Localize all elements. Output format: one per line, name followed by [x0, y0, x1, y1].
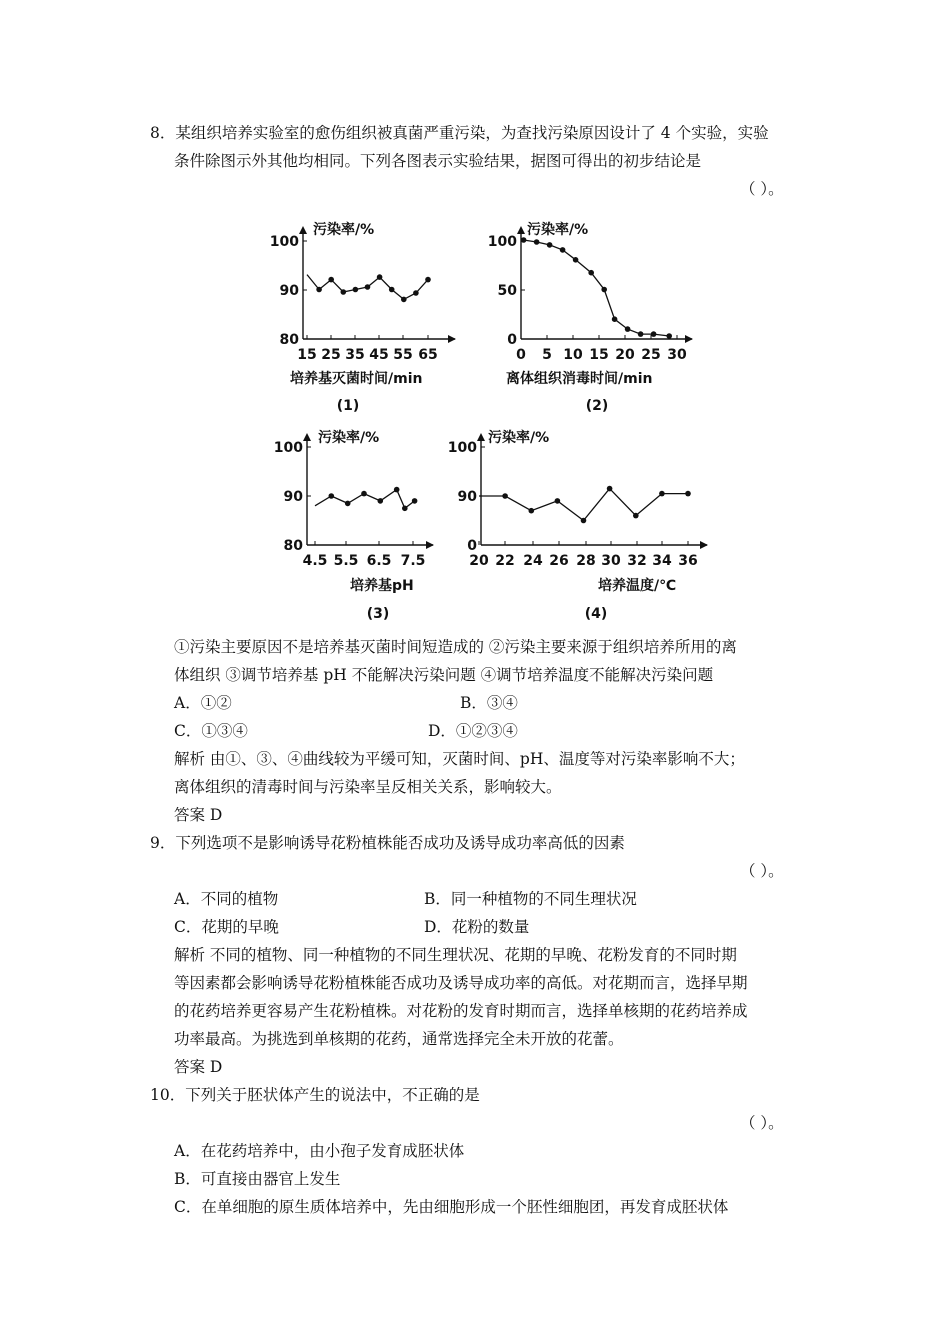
y-tick-label: 80 [283, 538, 303, 554]
chart-caption: (1) [336, 398, 360, 414]
data-point [341, 289, 347, 295]
x-tick-label: 0 [516, 347, 526, 363]
q8-explanation-line2: 离体组织的清毒时间与污染率呈反相关关系，影响较大。 [174, 778, 562, 796]
data-point [353, 287, 359, 293]
data-point [685, 491, 691, 497]
data-point [666, 333, 672, 339]
x-tick-label: 36 [678, 553, 698, 569]
x-axis-title: 培养基pH [350, 578, 414, 594]
data-point [560, 247, 566, 253]
q9-explanation-line2: 等因素都会影响诱导花粉植株能否成功及诱导成功率的高低。对花期而言，选择早期 [174, 974, 748, 992]
data-point [378, 498, 384, 504]
x-tick-label: 25 [641, 347, 661, 363]
data-point [402, 506, 408, 512]
y-tick-label: 50 [497, 283, 517, 299]
q10-option-a: A．在花药培养中，由小孢子发育成胚状体 [174, 1142, 465, 1160]
x-axis-arrow [448, 335, 456, 343]
x-axis-arrow [685, 335, 693, 343]
x-tick-label: 7.5 [400, 553, 426, 569]
q8-stem-line2: 条件除图示外其他均相同。下列各图表示实验结果，据图可得出的初步结论是 [174, 152, 702, 170]
x-tick-label: 28 [576, 553, 596, 569]
x-tick-label: 32 [627, 553, 647, 569]
x-tick-label: 6.5 [366, 553, 392, 569]
data-point [612, 316, 618, 322]
q10-answer-paren: （ ）。 [740, 1114, 784, 1132]
data-point [329, 493, 335, 499]
x-tick-label: 15 [297, 347, 317, 363]
y-axis-title: 污染率/% [488, 430, 550, 446]
q8-option-c: C．①③④ [174, 722, 248, 740]
x-tick-label: 55 [393, 347, 413, 363]
chart-1 [270, 221, 456, 414]
q8-explanation-line1: 解析 由①、③、④曲线较为平缓可知，灭菌时间、pH、温度等对污染率影响不大； [174, 750, 745, 768]
x-tick-label: 15 [589, 347, 609, 363]
data-point [394, 487, 400, 493]
y-axis-arrow [477, 433, 485, 441]
q10-option-c: C．在单细胞的原生质体培养中，先由细胞形成一个胚性细胞团，再发育成胚状体 [174, 1198, 729, 1216]
data-point [651, 331, 657, 337]
y-axis-title: 污染率/% [527, 222, 589, 238]
data-point [633, 513, 639, 519]
x-tick-label: 34 [652, 553, 672, 569]
q9-explanation-line4: 功率最高。为挑选到单核期的花药，通常选择完全未开放的花蕾。 [174, 1030, 624, 1048]
q9-option-c: C．花期的早晚 [174, 918, 279, 936]
x-tick-label: 20 [469, 553, 489, 569]
q9-answer-paren: （ ）。 [740, 862, 784, 880]
chart-caption: (3) [366, 606, 390, 622]
y-tick-label: 80 [279, 332, 299, 348]
data-point [581, 518, 587, 524]
x-tick-label: 35 [345, 347, 365, 363]
y-tick-label: 0 [467, 538, 477, 554]
x-tick-label: 65 [418, 347, 438, 363]
data-point [638, 331, 644, 337]
x-tick-label: 4.5 [302, 553, 328, 569]
q9-answer: 答案 D [174, 1058, 223, 1076]
series-line [479, 489, 688, 521]
q10-option-b: B．可直接由器官上发生 [174, 1170, 341, 1188]
x-axis-title: 离体组织消毒时间/min [506, 371, 653, 387]
q8-option-b: B．③④ [460, 694, 518, 712]
data-point [521, 237, 527, 243]
data-point [588, 270, 594, 276]
data-point [345, 501, 351, 507]
q10-stem: 10．下列关于胚状体产生的说法中，不正确的是 [150, 1086, 480, 1104]
x-tick-label: 22 [495, 553, 515, 569]
data-point [547, 242, 553, 248]
y-axis-title: 污染率/% [318, 430, 380, 446]
data-point [401, 297, 407, 303]
y-tick-label: 100 [447, 440, 477, 456]
x-tick-label: 25 [321, 347, 341, 363]
data-point [328, 277, 334, 283]
x-tick-label: 10 [563, 347, 583, 363]
data-point [412, 498, 418, 504]
x-tick-label: 24 [523, 553, 543, 569]
data-point [502, 493, 508, 499]
q8-option-a: A．①② [174, 694, 232, 712]
data-point [377, 274, 383, 280]
data-point [365, 284, 371, 290]
q8-answer-paren: （ ）。 [740, 180, 784, 198]
q9-option-d: D．花粉的数量 [424, 918, 530, 936]
x-tick-label: 45 [369, 347, 389, 363]
series-line [524, 240, 670, 336]
x-axis-arrow [700, 541, 708, 549]
q8-option-d: D．①②③④ [428, 722, 518, 740]
q8-stem-line1: 8．某组织培养实验室的愈伤组织被真菌严重污染，为查找污染原因设计了 4 个实验，实验 [150, 124, 769, 142]
y-axis-arrow [517, 226, 525, 234]
x-tick-label: 5 [542, 347, 552, 363]
x-tick-label: 30 [667, 347, 687, 363]
data-point [659, 491, 665, 497]
data-point [361, 491, 367, 497]
y-tick-label: 100 [273, 440, 303, 456]
data-point [573, 257, 579, 263]
data-point [534, 239, 540, 245]
data-point [555, 498, 561, 504]
x-tick-label: 5.5 [333, 553, 359, 569]
data-point [607, 486, 613, 492]
y-tick-label: 0 [507, 332, 517, 348]
data-point [529, 508, 535, 514]
q8-answer: 答案 D [174, 806, 223, 824]
x-tick-label: 20 [615, 347, 635, 363]
y-tick-label: 90 [279, 283, 299, 299]
q9-explanation-line3: 的花药培养更容易产生花粉植株。对花粉的发育时期而言，选择单核期的花药培养成 [174, 1002, 748, 1020]
q9-option-b: B．同一种植物的不同生理状况 [424, 890, 637, 908]
data-point [389, 287, 395, 293]
q8-statement-line2: 体组织 ③调节培养基 pH 不能解决污染问题 ④调节培养温度不能解决污染问题 [174, 666, 714, 684]
chart-caption: (2) [585, 398, 609, 414]
y-tick-label: 100 [487, 234, 517, 250]
chart-caption: (4) [584, 606, 608, 622]
x-tick-label: 30 [601, 553, 621, 569]
q8-statement-line1: ①污染主要原因不是培养基灭菌时间短造成的 ②污染主要来源于组织培养所用的离 [174, 638, 737, 656]
y-tick-label: 90 [283, 489, 303, 505]
data-point [316, 287, 322, 293]
x-axis-arrow [426, 541, 434, 549]
q9-explanation-line1: 解析 不同的植物、同一种植物的不同生理状况、花期的早晚、花粉发育的不同时期 [174, 946, 737, 964]
y-tick-label: 100 [269, 234, 299, 250]
q9-option-a: A．不同的植物 [174, 890, 279, 908]
chart-4 [448, 429, 708, 622]
y-axis-title: 污染率/% [313, 222, 375, 238]
data-point [601, 287, 607, 293]
y-tick-label: 90 [457, 489, 477, 505]
y-axis-arrow [303, 433, 311, 441]
x-tick-label: 26 [549, 553, 569, 569]
x-axis-title: 培养温度/℃ [598, 578, 677, 594]
y-axis-arrow [299, 226, 307, 234]
data-point [625, 326, 631, 332]
data-point [425, 277, 431, 283]
chart-3 [274, 429, 434, 622]
chart-2 [488, 221, 693, 414]
x-axis-title: 培养基灭菌时间/min [290, 371, 423, 387]
data-point [413, 290, 419, 296]
q9-stem: 9．下列选项不是影响诱导花粉植株能否成功及诱导成功率高低的因素 [150, 834, 625, 852]
